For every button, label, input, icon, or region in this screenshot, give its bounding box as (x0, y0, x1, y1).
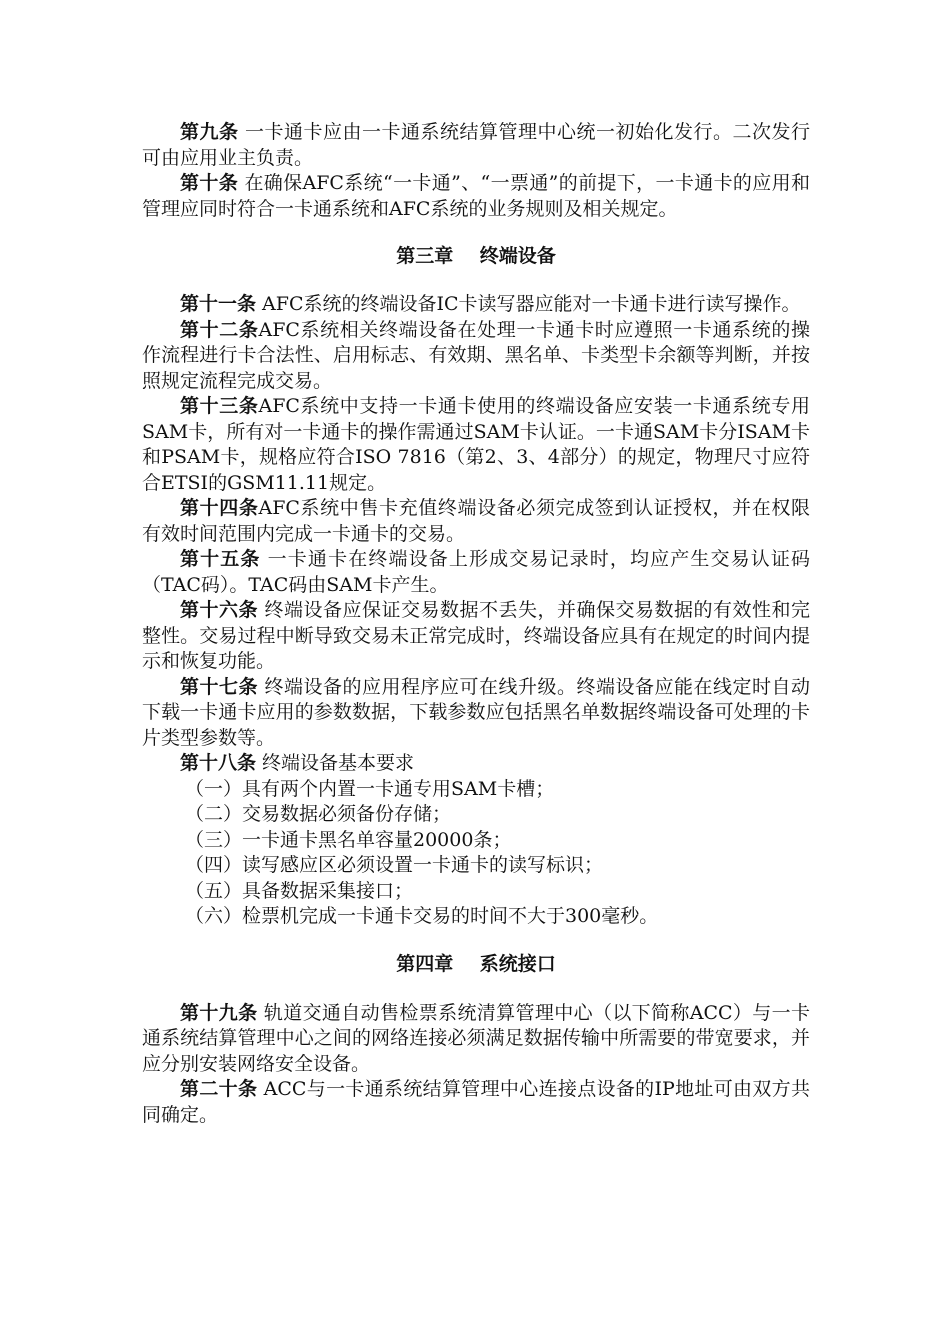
article-9 (142, 120, 810, 171)
article-12 (142, 318, 810, 395)
requirement-item-4: （四）读写感应区必须设置一卡通卡的读写标识； (185, 854, 604, 876)
article-17 (142, 675, 810, 752)
article-number: 第二十条 (180, 1078, 258, 1100)
article-text: 终端设备应保证交易数据不丢失，并确保交易数据的有效性和完整性。交易过程中断导致交易未正常完成时，终端设备应具有在规定的时间内提示和恢复功能。 (142, 599, 810, 672)
article-11 (142, 292, 810, 318)
article-10 (142, 171, 810, 222)
article-text: AFC系统相关终端设备在处理一卡通卡时应遵照一卡通系统的操作流程进行卡合法性、启用标志、有效期、黑名单、卡类型卡余额等判断，并按照规定流程完成交易。 (142, 318, 810, 392)
article-number: 第十二条 (180, 318, 259, 341)
requirement-item-1: （一）具有两个内置一卡通专用SAM卡槽； (185, 777, 555, 800)
article-text: AFC系统的终端设备IC卡读写器应能对一卡通卡进行读写操作。 (256, 293, 801, 315)
document-page (142, 120, 810, 1128)
article-18 (142, 751, 810, 777)
article-number: 第十九条 (180, 1001, 258, 1024)
article-number: 第十条 (180, 172, 239, 194)
article-16 (142, 598, 810, 675)
article-number: 第十八条 (180, 752, 257, 774)
article-text: 在确保AFC系统“一卡通”、“一票通”的前提下，一卡通卡的应用和管理应同时符合一卡通系统和AFC系统的业务规则及相关规定。 (142, 172, 810, 220)
article-13 (142, 394, 810, 496)
article-number: 第十四条 (180, 497, 259, 519)
requirement-item-2: （二）交易数据必须备份存储； (185, 803, 452, 825)
article-text: 一卡通卡应由一卡通系统结算管理中心统一初始化发行。二次发行可由应用业主负责。 (142, 121, 810, 169)
article-number: 第十六条 (180, 599, 258, 621)
chapter-3-heading: 第三章 终端设备 (396, 245, 556, 267)
article-text: 一卡通卡在终端设备上形成交易记录时，均应产生交易认证码（TAC码）。TAC码由SAM卡产生。 (142, 548, 810, 596)
article-20 (142, 1077, 810, 1128)
article-text: 终端设备的应用程序应可在线升级。终端设备应能在线定时自动下载一卡通卡应用的参数数据，下载参数应包括黑名单数据终端设备可处理的卡片类型参数等。 (142, 675, 810, 749)
article-number: 第十三条 (180, 395, 259, 417)
article-number: 第十一条 (180, 293, 257, 315)
requirement-item-5: （五）具备数据采集接口； (185, 879, 414, 902)
requirement-item-6: （六）检票机完成一卡通卡交易的时间不大于300毫秒。 (185, 905, 659, 927)
article-19 (142, 1001, 810, 1078)
article-text: AFC系统中支持一卡通卡使用的终端设备应安装一卡通系统专用SAM卡，所有对一卡通卡的操作需通过SAM卡认证。一卡通SAM卡分ISAM卡和PSAM卡，规格应符合ISO 7816（第2、3、4部分）的规定，物理尺寸应符合ETSI的GSM11.11规定。 (142, 395, 810, 494)
article-text: AFC系统中售卡充值终端设备必须完成签到认证授权，并在权限有效时间范围内完成一卡通卡的交易。 (142, 497, 810, 545)
requirement-item-3: （三）一卡通卡黑名单容量20000条； (185, 828, 512, 851)
article-number: 第十五条 (180, 548, 261, 570)
article-text: 轨道交通自动售检票系统清算管理中心（以下简称ACC）与一卡通系统结算管理中心之间的网络连接必须满足数据传输中所需要的带宽要求，并应分别安装网络安全设备。 (142, 1001, 810, 1075)
article-number: 第九条 (180, 121, 239, 143)
article-text: 终端设备基本要求 (256, 752, 415, 774)
article-text: ACC与一卡通系统结算管理中心连接点设备的IP地址可由双方共同确定。 (142, 1078, 810, 1126)
chapter-4-heading: 第四章 系统接口 (396, 952, 556, 975)
article-14 (142, 496, 810, 547)
article-15 (142, 547, 810, 598)
article-number: 第十七条 (180, 675, 258, 698)
